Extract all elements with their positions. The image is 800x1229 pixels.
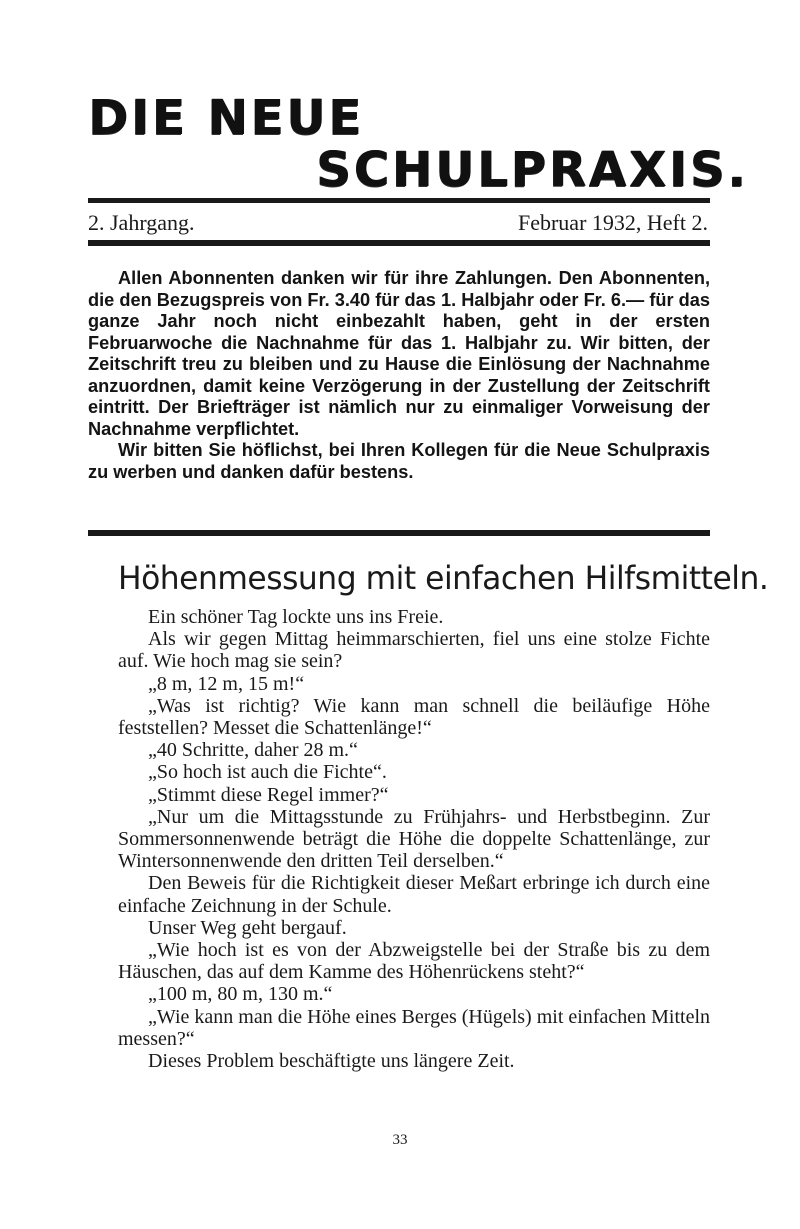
article-paragraph: Unser Weg geht bergauf. <box>148 916 347 939</box>
section-divider <box>88 530 710 536</box>
article-paragraph: „Stimmt diese Regel immer?“ <box>148 783 389 806</box>
article-paragraph: „40 Schritte, daher 28 m.“ <box>148 739 358 762</box>
article-body <box>118 606 710 1072</box>
article-paragraph: „8 m, 12 m, 15 m!“ <box>148 672 305 695</box>
article-paragraph: „Was ist richtig? Wie kann man schnell die beiläufige Höhe feststellen? Messet die Schattenlänge!“ <box>118 694 710 740</box>
header-rule-bottom <box>88 240 710 246</box>
article-title: Höhenmessung mit einfachen Hilfsmitteln. <box>118 559 769 597</box>
page-number: 33 <box>392 1132 408 1148</box>
article-paragraph: Dieses Problem beschäftigte uns längere Zeit. <box>148 1050 515 1073</box>
article-paragraph: Ein schöner Tag lockte uns ins Freie. <box>148 606 444 628</box>
header-rule-top <box>88 198 710 203</box>
masthead-title-line2: SCHULPRAXIS. <box>316 142 749 198</box>
issue-date-label: Februar 1932, Heft 2. <box>517 210 708 235</box>
masthead-title-line1: DIE NEUE <box>88 90 364 146</box>
article-paragraph: „So hoch ist auch die Fichte“. <box>148 761 387 784</box>
article-paragraph: „Nur um die Mittagsstunde zu Frühjahrs- und Herbstbeginn. Zur Sommersonnenwende beträgt die Höhe die doppelte Schattenlänge, zur Wintersonnenwende den dritten Teil derselben.“ <box>118 805 710 873</box>
article-paragraph: „100 m, 80 m, 130 m.“ <box>148 983 333 1006</box>
notice-paragraph: Allen Abonnenten danken wir für ihre Zahlungen. Den Abonnenten, die den Bezugspreis von Fr. 3.40 für das 1. Halbjahr oder Fr. 6.— für das ganze Jahr noch nicht einbezahlt haben, geht in der ersten Februarwoche die Nachnahme für das 1. Halbjahr zu. Wir bitten, der Zeitschrift treu zu bleiben und zu Hause die Einlösung der Nachnahme anzuordnen, damit keine Verzögerung in der Zustellung der Zeitschrift eintritt. Der Briefträger ist nämlich nur zu einmaliger Vorweisung der Nachnahme verpflichtet. <box>88 268 710 439</box>
article-paragraph: „Wie hoch ist es von der Abzweigstelle bei der Straße bis zu dem Häuschen, das auf dem Kamme des Höhenrückens steht?“ <box>118 939 710 984</box>
article-paragraph: „Wie kann man die Höhe eines Berges (Hügels) mit einfachen Mitteln messen?“ <box>118 1005 710 1050</box>
subscriber-notice <box>88 268 710 483</box>
volume-label: 2. Jahrgang. <box>88 210 195 235</box>
notice-paragraph: Wir bitten Sie höflichst, bei Ihren Kollegen für die Neue Schulpraxis zu werben und danken dafür bestens. <box>88 440 710 482</box>
article-paragraph: Den Beweis für die Richtigkeit dieser Meßart erbringe ich durch eine einfache Zeichnung in der Schule. <box>118 872 710 917</box>
article-paragraph: Als wir gegen Mittag heimmarschierten, fiel uns eine stolze Fichte auf. Wie hoch mag sie sein? <box>118 628 710 673</box>
